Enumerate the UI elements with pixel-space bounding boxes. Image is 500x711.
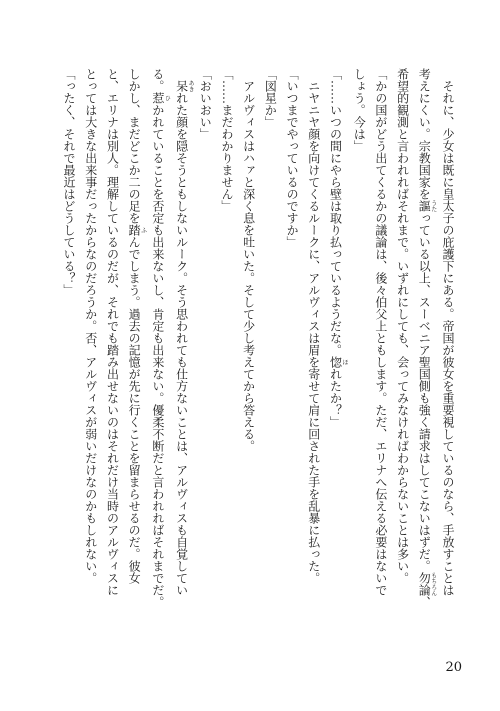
text-column: 「かの国がどう出てくるかの議論は、後々伯父上ともします。ただ、エリナへ伝える必要はないで	[373, 68, 388, 596]
text-column: 「ったく、それで最近はどうしている？」	[62, 68, 77, 296]
text-column: しかし、まだどこか二の足を踏ふんでしまう。過去の記憶が先に行くことを留まらせるのだ。彼女	[127, 68, 147, 584]
text-column: る。惹ひかれていることを否定も出来ないし、肯定も出来ない。優柔不断だと言われればそれまでだ。	[150, 68, 171, 608]
text-column: と、エリナは別人。理解しているのだが、それでも踏み出せないのはそれだけ当時のアルヴィスに	[105, 68, 120, 596]
text-column: ニヤニヤ顔を向けてくるルークに、アルヴィスは眉を寄せて肩に回された手を乱暴に払った。	[306, 80, 321, 584]
furigana-ruby: 勿論もちろん	[417, 572, 437, 596]
text-column: とっては大きな出来事だったからなのだろうか。否、アルヴィスが弱いだけなのかもしれない。	[83, 68, 98, 584]
furigana-reading: あき	[187, 80, 195, 92]
furigana-ruby: 惚ほ	[328, 356, 348, 368]
furigana-ruby: 謳うた	[417, 200, 437, 212]
text-column: 「いつまでやっているのですか」	[285, 68, 300, 248]
furigana-ruby: 惹ひ	[150, 92, 171, 104]
furigana-reading: もちろん	[429, 572, 437, 596]
text-column: 「図星か」	[263, 68, 278, 128]
text-column: 呆あきれた顔を隠そうともしないルーク。そう思われても仕方ないことは、アルヴィスも自覚してい	[174, 80, 195, 596]
furigana-reading: うた	[429, 200, 437, 212]
text-column: それに、少女は既に皇太子の庇護下にある。帝国が彼女を重要視しているのなら、手放すことは	[441, 80, 455, 596]
page-number: 20	[445, 660, 462, 675]
text-column: 「……いつの間にやら壁は取り払っているようだな。惚ほれたか？」	[328, 68, 348, 428]
furigana-reading: ひ	[163, 92, 171, 104]
furigana-reading: ほ	[340, 356, 348, 368]
text-column: アルヴィスはハァと深く息を吐いた。そして少し考えてから答える。	[241, 80, 256, 452]
text-column: 「……まだわかりません」	[219, 68, 234, 212]
text-column: 考えにくい。宗教国家を謳うたっている以上、スーベニア聖国側も強く請求はしてこないはずだ。勿論もちろん、	[417, 68, 437, 608]
text-column: 希望的観測と言われればそれまで。いずれにしても、会ってみなければわからないことは多い。	[395, 68, 410, 584]
furigana-ruby: 呆あき	[174, 80, 195, 92]
furigana-reading: ふ	[139, 224, 147, 236]
text-column: しょう。今は」	[352, 68, 367, 152]
text-column: 「おいおい」	[198, 68, 213, 140]
furigana-ruby: 踏ふ	[127, 224, 147, 236]
novel-body-text	[57, 68, 458, 616]
